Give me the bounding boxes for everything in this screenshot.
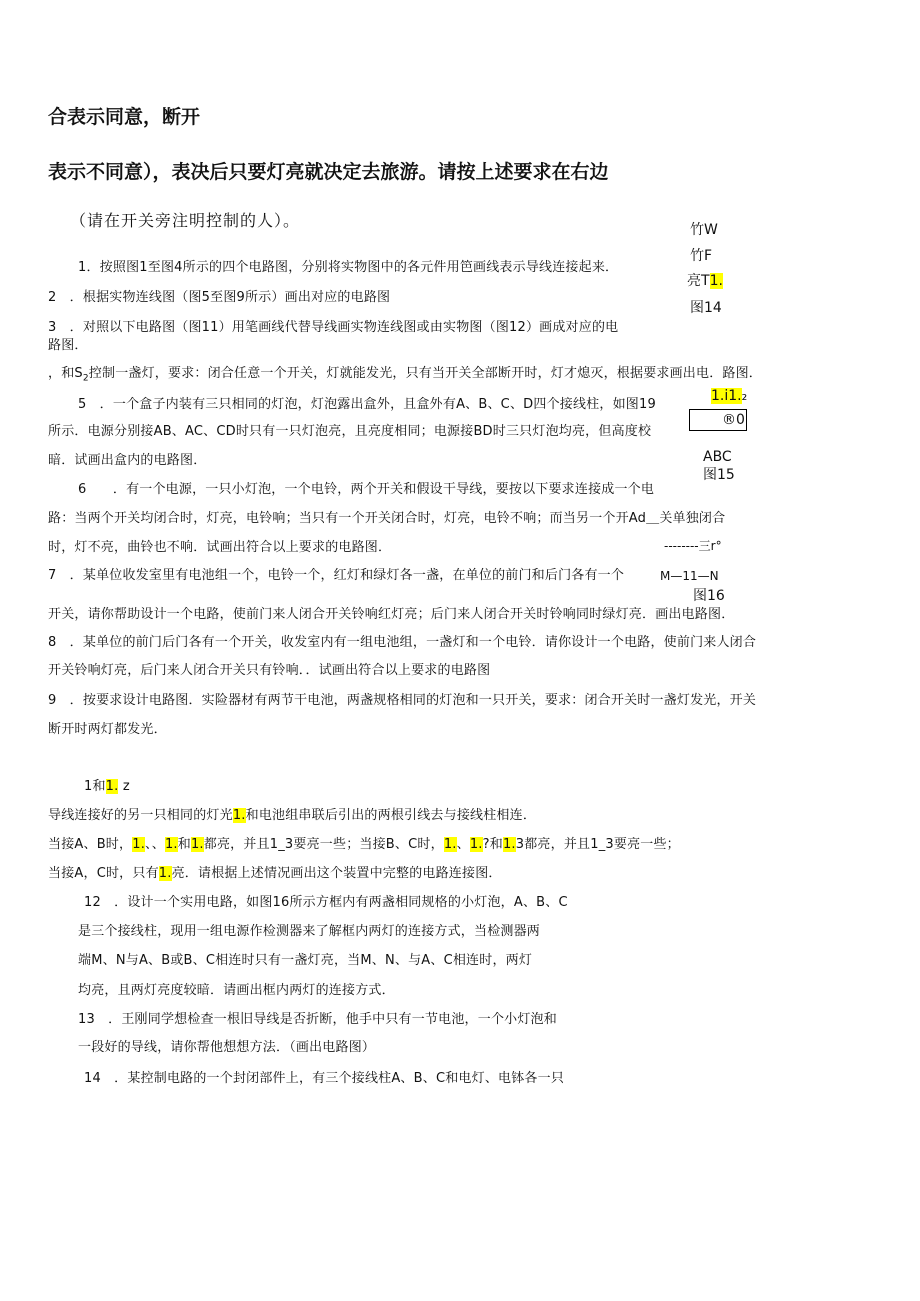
question-12-line-2: 是三个接线柱，现用一组电源作检测器来了解框内两灯的连接方式，当检测器两 [78,924,541,939]
question-12-line-3: 端M、N与A、B或B、C相连时只有一盏灯亮，当M、N、与A、C相连时，两灯 [78,953,533,968]
question-12-line-4: 均亮，且两灯亮度较暗．请画出框内两灯的连接方式． [78,983,395,998]
question-9-line-2: 断开时两灯都发光． [48,722,167,737]
side-label-c: --------三r° [664,539,722,553]
question-13-line-2: 一段好的导线，请你帮他想想方法．（画出电路图） [78,1040,376,1055]
question-3-line-2: 路图． [48,338,88,353]
terminal-labels-abc: ABC [703,449,732,465]
lamp-passage-line-4: 当接A，C时，只有1.亮．请根据上述情况画出这个装置中完整的电路连接图． [48,866,502,881]
lamp-passage-line-1: 1和1. z [84,779,130,794]
side-label-a2: 竹F [690,248,713,264]
side-label-mn: M—11—N [660,569,719,583]
question-3-line-1: 3 ．对照以下电路图（图11）用笔画线代替导线画实物连线图或由实物图（图12）画成对应的电 [48,320,619,335]
question-14-line-1: 14 ．某控制电路的一个封闭部件上，有三个接线柱A、B、C和电灯、电钵各一只 [84,1071,565,1086]
question-7-line-2: 开关，请你帮助设计一个电路，使前门来人闭合开关铃响红灯亮；后门来人闭合开关时铃响同时绿灯亮．画出电路图． [48,607,735,622]
question-8-line-1: 8 ．某单位的前门后门各有一个开关，收发室内有一组电池组，一盏灯和一个电铃．请你设计一个电路，使前门来人闭合 [48,635,757,650]
question-5-line-2: 所示．电源分别接AB、AC、CD时只有一只灯泡亮，且亮度相同；电源接BD时三只灯泡均亮，但高度校 [48,424,652,439]
figure-15-caption: 图15 [703,467,735,483]
question-12-line-1: 12 ．设计一个实用电路，如图16所示方框内有两盏相同规格的小灯泡，A、B、C [84,895,568,910]
question-6-line-3: 时，灯不亮，曲铃也不响．试画出符合以上要求的电路图． [48,540,392,555]
question-9-line-1: 9 ．按要求设计电路图．实险器材有两节干电池，两盏规格相同的灯泡和一只开关，要求：闭合开关时一盏灯发光，开关 [48,693,757,708]
figure-15-box-label: ®0 [722,412,745,428]
question-1: 1．按照图1至图4所示的四个电路图，分别将实物图中的各元件用笆画线表示导线连接起来． [78,260,619,275]
side-label-a1: 竹W [690,222,718,238]
lamp-passage-line-2: 导线连接好的另一只相同的灯光1.和电池组串联后引出的两根引线去与接线柱相连． [48,808,537,823]
question-6-line-1: 6 ．有一个电源，一只小灯泡，一个电铃，两个开关和假设干导线，要按以下要求连接成一个电 [78,482,655,497]
question-2: 2 ．根据实物连线图（图5至图9所示）画出对应的电路图 [48,290,391,305]
header-line-2: 表示不同意），表决后只要灯亮就决定去旅游。请按上述要求在右边 [48,161,609,183]
question-5-line-3: 暗．试画出盒内的电路图． [48,453,207,468]
question-7-line-1: 7 ．某单位收发室里有电池组一个，电铃一个，红灯和绿灯各一盏，在单位的前门和后门各有一个 [48,568,625,583]
question-6-line-2: 路：当两个开关均闭合时，灯亮，电铃响；当只有一个开关闭合时，灯亮，电铃不响；而当另一个开Ad＿关单独闭合 [48,511,726,526]
question-4: ，和$S_2$控制一盏灯，要求：闭合任意一个开关，灯就能发光，只有当开关全部断开时，灯才熄灭，根据要求画出电．路图． [48,366,762,384]
figure-16-caption: 图16 [693,588,725,604]
question-13-line-1: 13 ．王刚同学想检查一根旧导线是否折断，他手中只有一节电池，一个小灯泡和 [78,1012,557,1027]
side-label-a3: 亮T1. [687,273,723,289]
figure-15-box [689,409,747,431]
side-label-b: 1.i1.₂ [711,388,748,404]
lamp-passage-line-3: 当接A、B时，1.、、1.和1.都亮，并且1_3要亮一些；当接B、C时，1.、1.?和1.3都亮，并且1_3要亮一些； [48,837,680,852]
header-line-1: 合表示同意，断开 [48,106,201,128]
question-8-line-2: 开关铃响灯亮，后门来人闭合开关只有铃响．．试画出符合以上要求的电路图 [48,663,491,678]
figure-14-caption: 图14 [690,300,722,316]
question-5-line-1: 5 ．一个盒子内装有三只相同的灯泡，灯泡露出盒外，且盒外有A、B、C、D四个接线柱，如图19 [78,397,656,412]
header-line-3: （请在开关旁注明控制的人）。 [70,211,301,230]
